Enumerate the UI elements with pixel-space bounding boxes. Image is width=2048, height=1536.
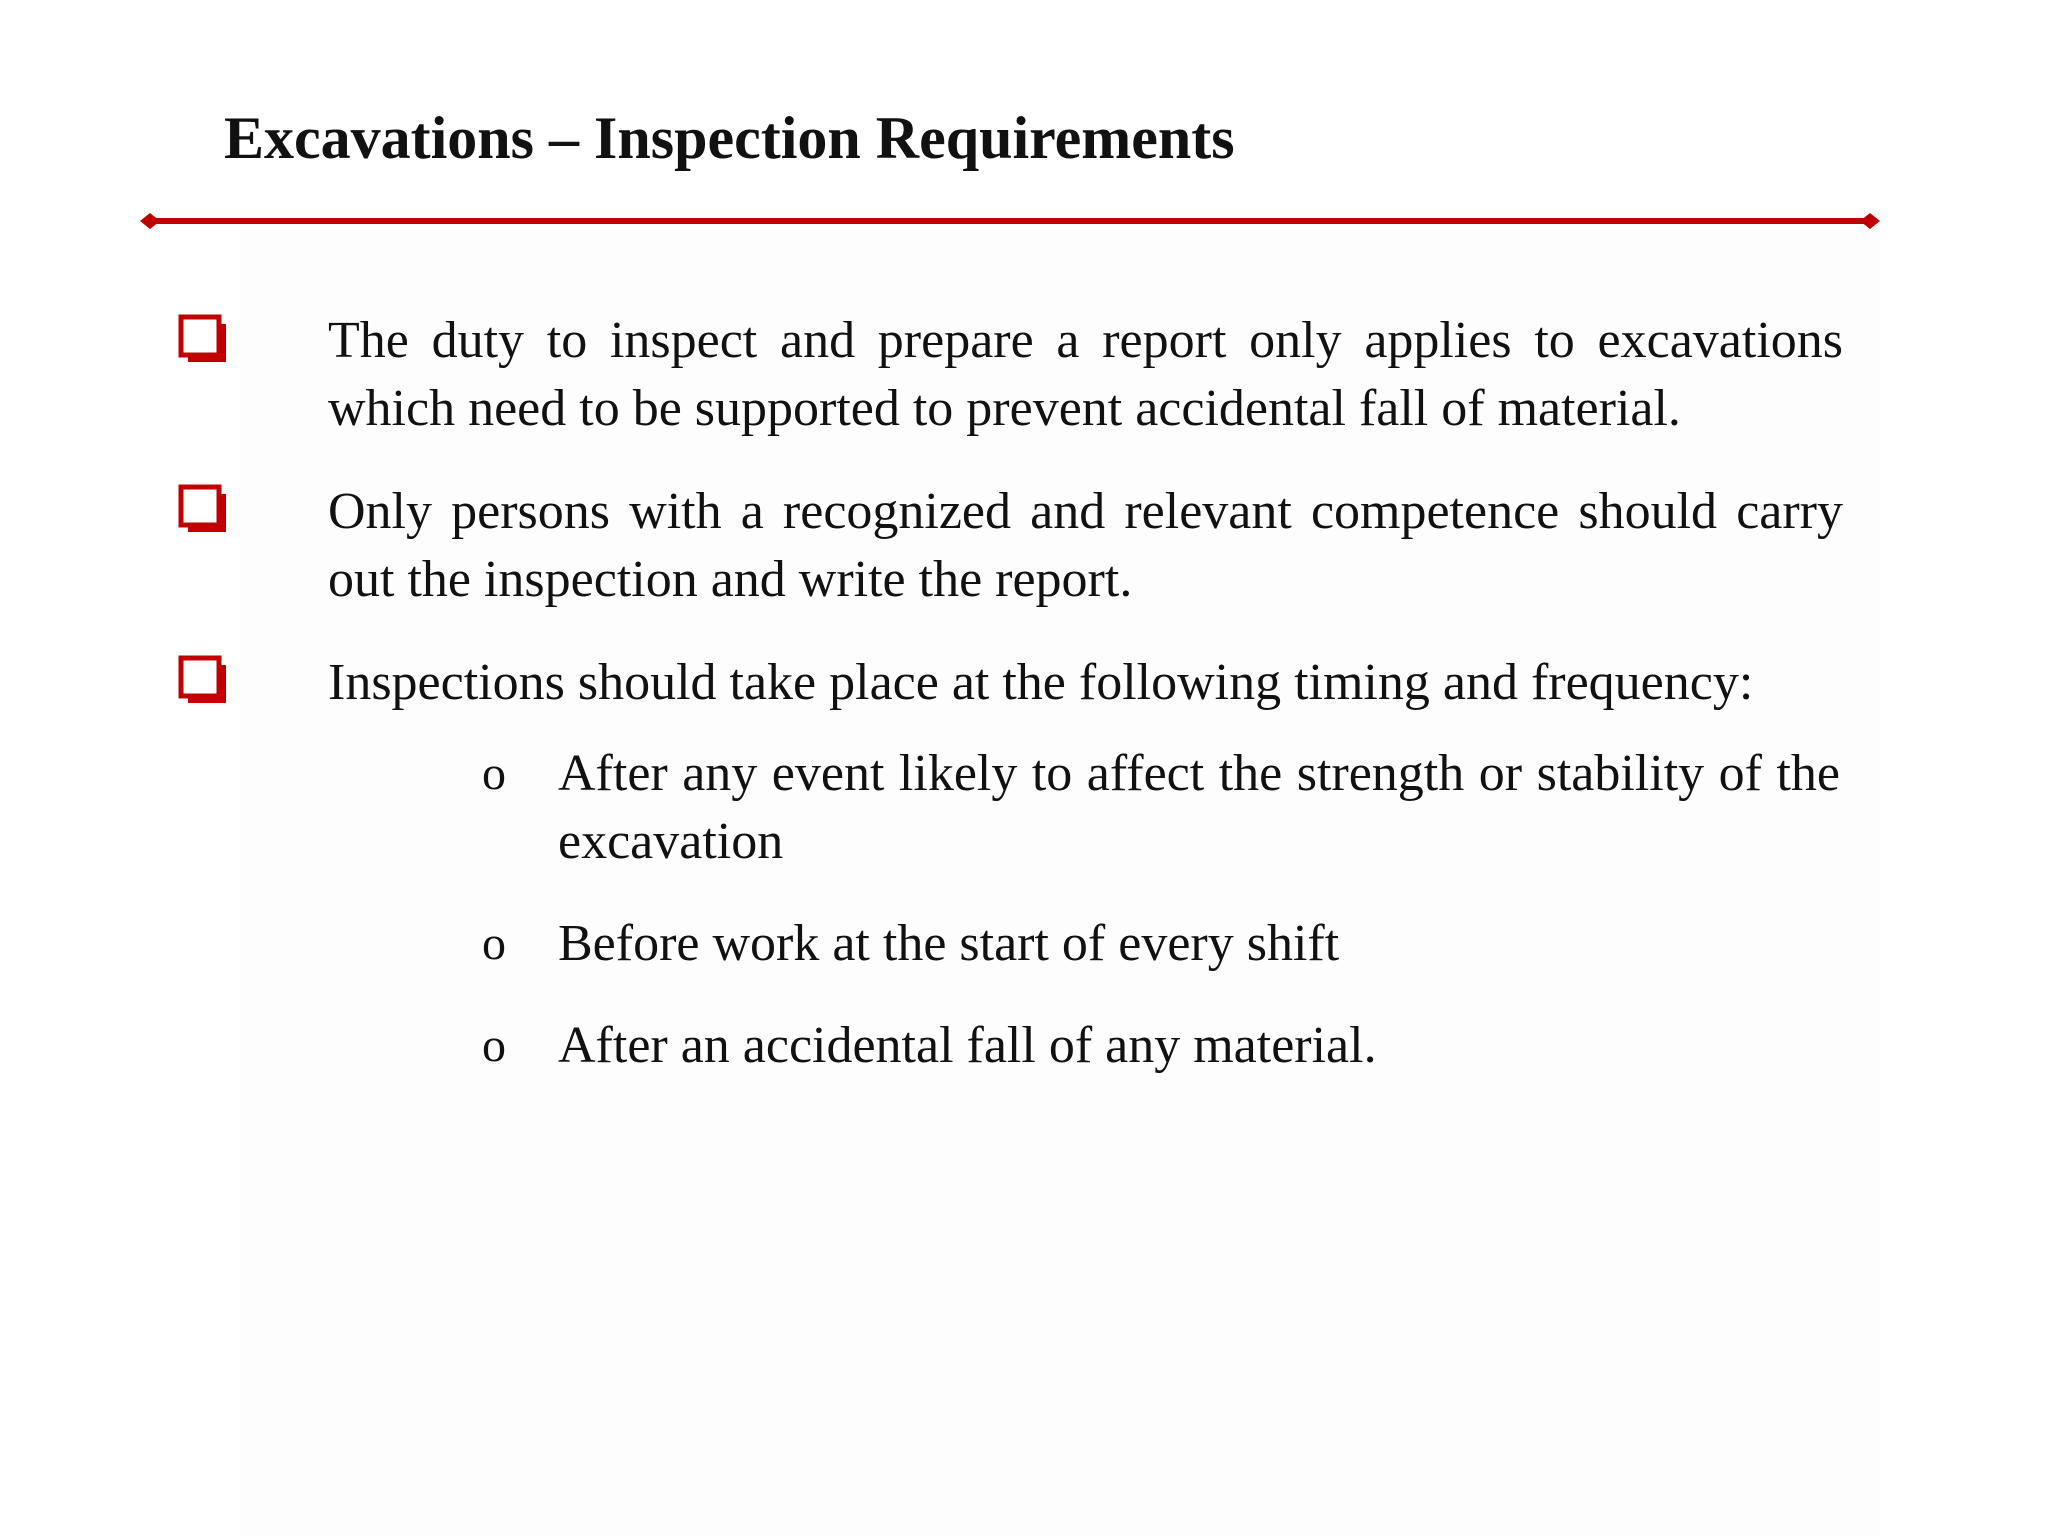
- title-divider: [140, 209, 1880, 233]
- checkbox-icon: [178, 484, 230, 536]
- bullet-text: Only persons with a recognized and relevant competence should carry out the inspection and write the report.: [328, 483, 1843, 608]
- checkbox-icon: [178, 314, 230, 366]
- circle-bullet-icon: o: [482, 917, 506, 970]
- divider-right-diamond-icon: [1860, 213, 1880, 229]
- divider-left-diamond-icon: [140, 213, 160, 229]
- bullet-text: The duty to inspect and prepare a report only applies to excavations which need to be supported to prevent accidental fall of material.: [328, 312, 1843, 437]
- slide-title: Excavations – Inspection Requirements: [224, 105, 1235, 171]
- sub-bullet-text: After any event likely to affect the strength or stability of the excavation: [558, 745, 1840, 870]
- sub-bullet-text: Before work at the start of every shift: [558, 915, 1340, 972]
- checkbox-icon: [178, 655, 230, 707]
- sub-bullet-text: After an accidental fall of any material.: [558, 1017, 1377, 1074]
- bullet-text: Inspections should take place at the following timing and frequency:: [328, 654, 1754, 711]
- circle-bullet-icon: o: [482, 747, 506, 800]
- circle-bullet-icon: o: [482, 1019, 506, 1072]
